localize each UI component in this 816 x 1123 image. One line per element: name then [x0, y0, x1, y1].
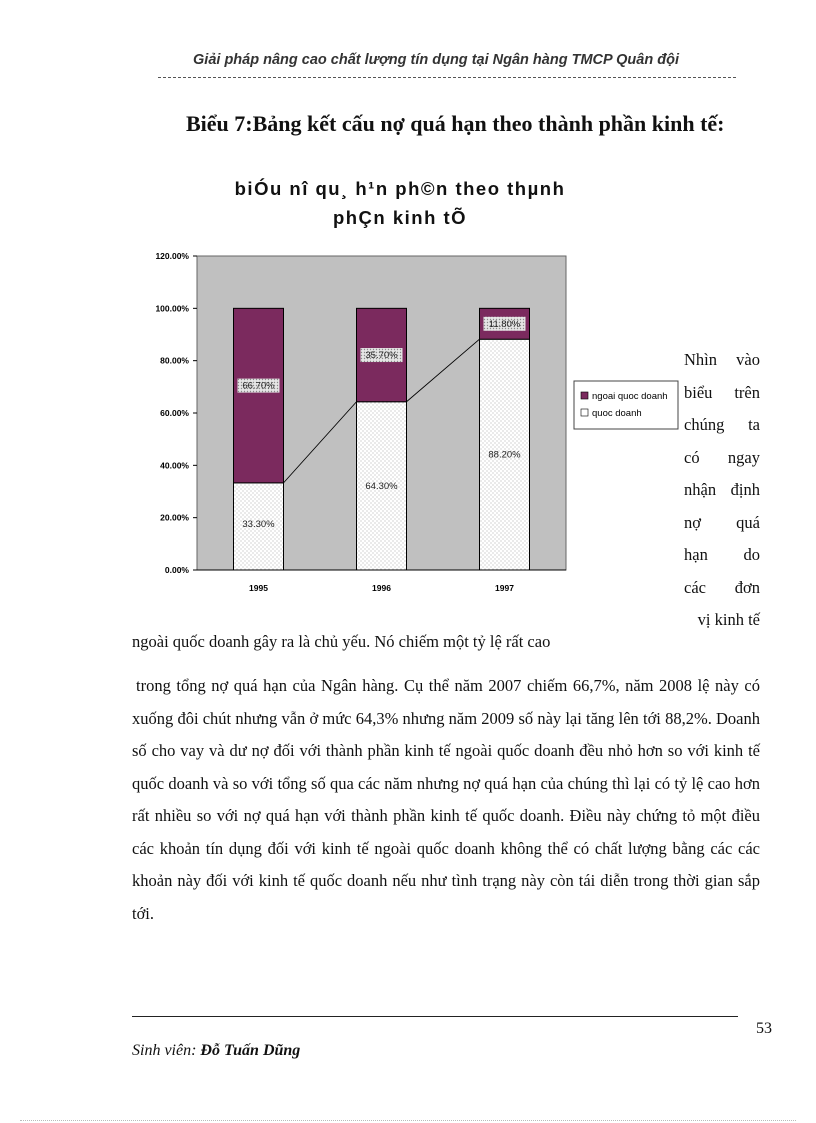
y-tick-label: 40.00% [160, 460, 189, 471]
side-text [684, 344, 760, 637]
page-header: Giải pháp nâng cao chất lượng tín dụng tại Ngân hàng TMCP Quân đội [193, 52, 679, 68]
side-text-line: Nhìn vào [684, 350, 760, 369]
y-tick-label: 60.00% [160, 408, 189, 418]
footer-divider [132, 1016, 738, 1017]
data-label-quoc-doanh: 64.30% [365, 480, 398, 492]
page-bottom-edge [20, 1120, 796, 1121]
side-text-line: nhận định [684, 480, 760, 499]
x-tick-label: 1996 [372, 583, 391, 593]
data-label-ngoai-quoc-doanh: 66.70% [242, 380, 275, 392]
y-tick-label: 20.00% [160, 512, 189, 523]
side-text-line: hạn do [684, 545, 760, 564]
legend-label-quoc-doanh: quoc doanh [592, 408, 642, 419]
legend-box [574, 381, 678, 429]
bar-ngoai-quoc-doanh [234, 308, 284, 483]
student-name: Đỗ Tuấn Dũng [200, 1042, 301, 1059]
data-label-quoc-doanh: 33.30% [242, 518, 275, 530]
x-tick-label: 1997 [495, 583, 514, 593]
y-tick-label: 120.00% [155, 251, 189, 261]
body-paragraph: trong tổng nợ quá hạn của Ngân hàng. Cụ thể năm 2007 chiếm 66,7%, năm 2008 lệ này có xuống đôi chút nhưng vẫn ở mức 64,3% nhưng năm 2009 số này lại tăng lên tới 88,2%. Doanh số cho vay và dư nợ đối với thành phần kinh tế ngoài quốc doanh đều nhỏ hơn so với kinh tế quốc doanh và so với tổng số qua các năm nhưng nợ quá hạn của chúng thì lại có tỷ lệ cao hơn rất nhiều so với nợ quá hạn với thành phần kinh tế quốc doanh. Điều này chứng tỏ một điều các khoản tín dụng đối với kinh tế ngoài quốc doanh không thể có chất lượng bằng các các khoản này đối với kinh tế quốc doanh nếu như tình trạng này còn tái diễn trong thời gian sắp tới. [132, 676, 760, 923]
student-credit [132, 1042, 300, 1060]
chart-title [180, 174, 620, 232]
side-text-line: chúng ta [684, 415, 760, 434]
stacked-bar-chart [120, 240, 680, 610]
y-tick-label: 100.00% [155, 303, 189, 314]
body-line-1: ngoài quốc doanh gây ra là chủ yếu. Nó chiếm một tỷ lệ rất cao [132, 632, 551, 651]
data-label-ngoai-quoc-doanh: 11.80% [488, 318, 521, 330]
side-text-line: vị kinh tế [697, 610, 760, 629]
legend-swatch-quoc-doanh [581, 409, 588, 416]
page-number: 53 [756, 1020, 772, 1037]
legend-label-ngoai-quoc-doanh: ngoai quoc doanh [592, 391, 668, 402]
header-divider [158, 77, 736, 78]
side-text-line: các đơn [684, 577, 760, 597]
x-tick-label: 1995 [249, 583, 268, 593]
chart-title-line-2: phÇn kinh tÕ [332, 207, 468, 228]
side-text-line: nợ quá [684, 512, 760, 532]
student-label: Sinh viên: [132, 1042, 197, 1059]
data-label-ngoai-quoc-doanh: 35.70% [365, 350, 398, 362]
y-tick-label: 0.00% [164, 565, 189, 575]
side-text-line: biểu trên [684, 382, 760, 402]
data-label-quoc-doanh: 88.20% [488, 449, 521, 461]
side-text-line: có ngay [684, 447, 760, 467]
y-tick-label: 80.00% [160, 355, 189, 366]
legend-swatch-ngoai-quoc-doanh [581, 392, 588, 399]
chart-title-line-1: biÓu nî qu¸ h¹n ph©n theo thµnh [234, 178, 566, 199]
section-title: Biểu 7:Bảng kết cấu nợ quá hạn theo thành phần kinh tế: [186, 111, 725, 136]
